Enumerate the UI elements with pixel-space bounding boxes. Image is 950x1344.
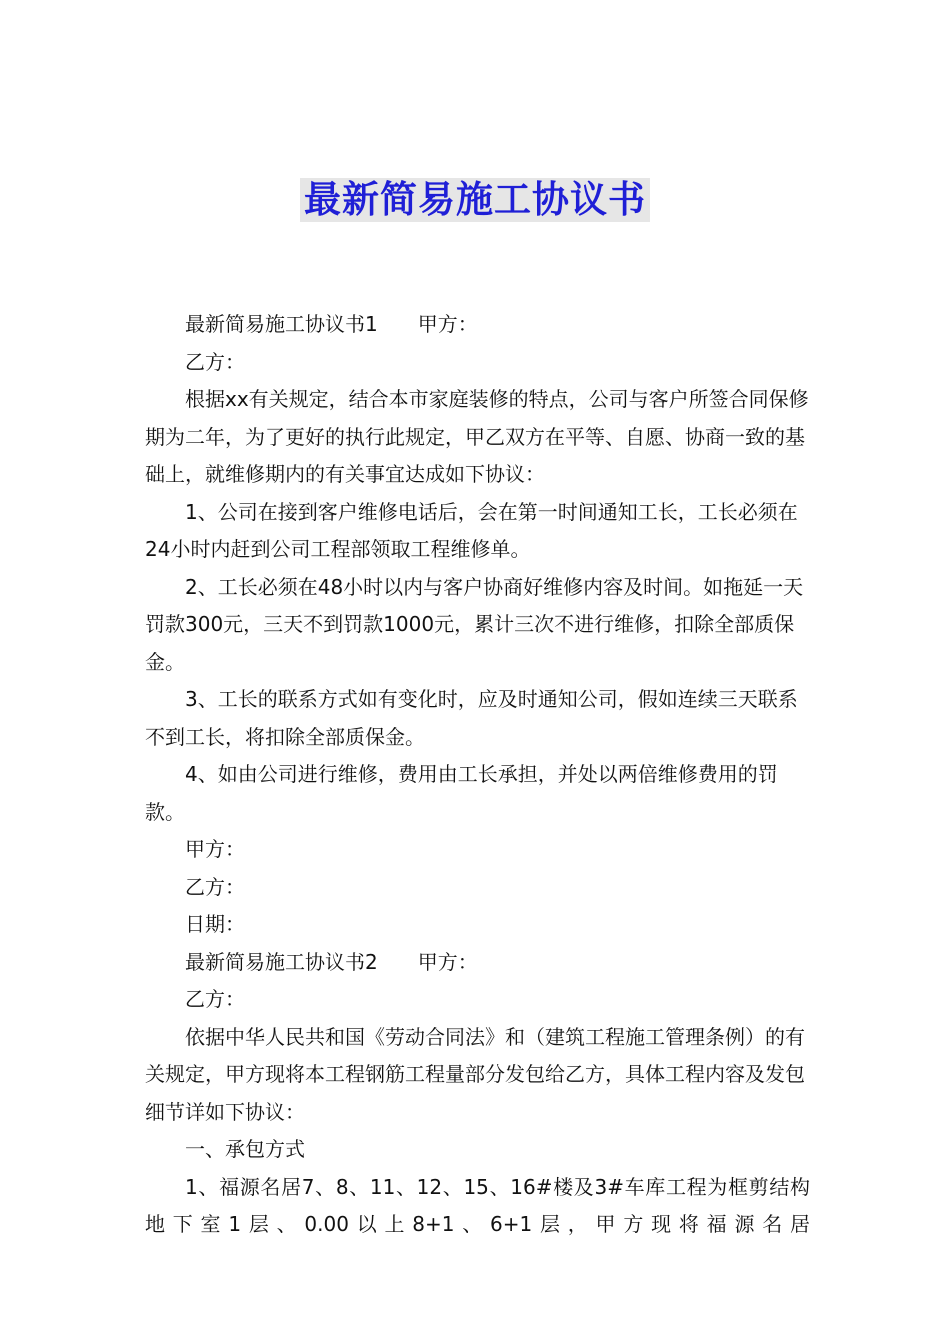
paragraph-intro: 根据xx有关规定，结合本市家庭装修的特点，公司与客户所签合同保修期为二年，为了更好的执行此规定，甲乙双方在平等、自愿、协商一致的基础上，就维修期内的有关事宜达成如下协议： [145,387,809,486]
paragraph-sign-party-a: 甲方： [185,837,245,861]
document-title-container [0,178,950,222]
paragraph-party-b: 乙方： [185,349,245,374]
paragraph-section-1: 1、福源名居7、8、11、12、15、16#楼及3#车库工程为框剪结构地下室1层、0.00以上8+1、6+1层，甲方现将福源名居 [145,1174,810,1236]
paragraph-section-heading: 一、承包方式 [185,1137,305,1161]
paragraph-agreement-1-header: 最新简易施工协议书1 甲方： [185,312,478,336]
paragraph-sign-party-b: 乙方： [185,874,245,899]
document-body [145,306,810,1244]
paragraph-clause-1: 1、公司在接到客户维修电话后，会在第一时间通知工长，工长必须在24小时内赶到公司工程部领取工程维修单。 [145,499,798,561]
paragraph-party-b-2: 乙方： [185,987,245,1011]
paragraph-clause-2: 2、工长必须在48小时以内与客户协商好维修内容及时间。如拖延一天罚款300元，三天不到罚款1000元，累计三次不进行维修，扣除全部质保金。 [145,574,804,674]
paragraph-date: 日期： [185,912,245,936]
paragraph-clause-3: 3、工长的联系方式如有变化时，应及时通知公司，假如连续三天联系不到工长，将扣除全部质保金。 [145,687,798,749]
paragraph-intro-2: 依据中华人民共和国《劳动合同法》和（建筑工程施工管理条例）的有关规定，甲方现将本工程钢筋工程量部分发包给乙方，具体工程内容及发包细节详如下协议： [145,1024,805,1124]
paragraph-agreement-2-header: 最新简易施工协议书2 甲方： [185,949,478,974]
document-title: 最新简易施工协议书 [300,178,650,222]
paragraph-clause-4: 4、如由公司进行维修，费用由工长承担，并处以两倍维修费用的罚款。 [145,762,778,824]
